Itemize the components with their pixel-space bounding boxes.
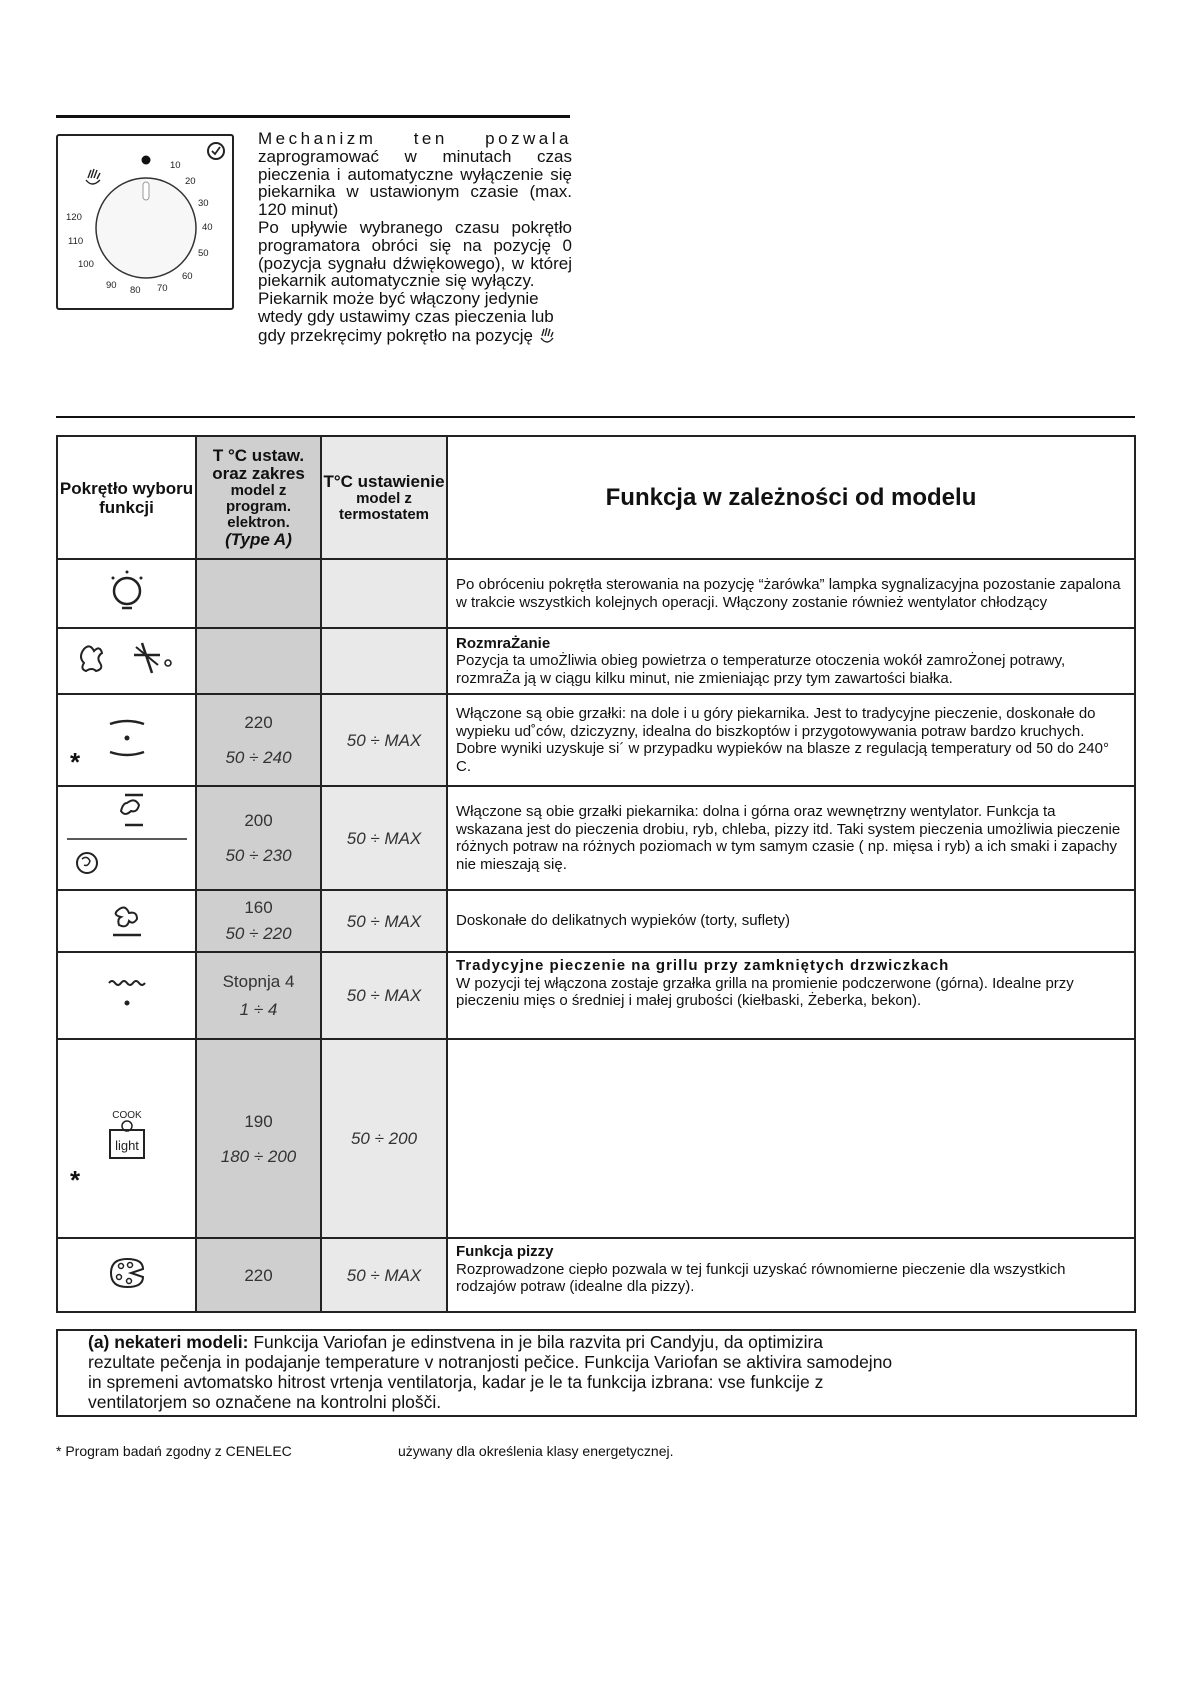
svg-text:120: 120 bbox=[66, 212, 82, 223]
svg-text:50: 50 bbox=[198, 248, 209, 259]
table-row: Stopnja 4 1 ÷ 4 50 ÷ MAX Tradycyjne pieczenie na grillu przy zamkniętych drzwiczkach W pozycji tej włączona zostaje grzałka grilla na promienie podczerwone (górna). Idealne przy pieczeniu mięs o średniej i małej grubości (kiełbaski, Żeberka, bekon). bbox=[57, 952, 1135, 1039]
timer-description bbox=[258, 130, 572, 345]
timer-dial-illustration bbox=[56, 134, 234, 310]
table-row bbox=[57, 628, 1135, 694]
zero-mark bbox=[142, 156, 151, 165]
table-row: * 220 50 ÷ 240 50 ÷ MAX Włączone są obie grzałki: na dole i u góry piekarnika. Jest to tradycyjne pieczenie, doskonałe do wypieku ud˚ców, dziczyzny, idealna do biszkoptów i przygotowywania potraw bardzo kruchych. Dobre wyniki uzyskuje si´ w przypadku wypieków na blasze z regulacją temperatury od 50 do 240° C. bbox=[57, 694, 1135, 786]
header-function: Funkcja w zależności od modelu bbox=[447, 436, 1135, 559]
svg-text:110: 110 bbox=[68, 236, 84, 247]
svg-text:100: 100 bbox=[78, 259, 94, 270]
top-rule bbox=[56, 115, 570, 118]
table-row: 220 50 ÷ MAX Funkcja pizzy Rozprowadzone ciepło pozwala w tej funkcji uzyskać równomierne pieczenie dla wszystkich rodzajów potraw (idealne dla pizzy). bbox=[57, 1238, 1135, 1312]
table-row: 160 50 ÷ 220 50 ÷ MAX Doskonałe do delikatnych wypieków (torty, suflety) bbox=[57, 890, 1135, 952]
top-bottom-heat-icon: * bbox=[57, 694, 196, 786]
table-row: 200 50 ÷ 230 50 ÷ MAX Włączone są obie grzałki piekarnika: dolna i górna oraz wewnętrzny wentylator. Funkcja ta wskazana jest do pieczenia drobiu, ryb, chleba, pizzy itd. Taki system pieczenia umożliwia pieczenie różnych potraw na różnych poziomach w tym samym czasie ( np. mięsa i ryb) a ich smaki i zapachy nie mieszają się. bbox=[57, 786, 1135, 890]
header-temp-thermostat: T°C ustawienie model z termostatem bbox=[321, 436, 447, 559]
header-knob: Pokrętło wyboru funkcji bbox=[57, 436, 196, 559]
svg-text:COOK: COOK bbox=[111, 1110, 142, 1121]
timer-paragraph-2: Po upływie wybranego czasu pokrętło programatora obróci się na pozycję 0 (pozycja sygnału dźwiękowego), w której piekarnik automatycznie się wyłączy. bbox=[258, 217, 572, 291]
header-temp-program: T °C ustaw. oraz zakres model z program. elektron. (Type A) bbox=[196, 436, 321, 559]
function-description: Tradycyjne pieczenie na grillu przy zamkniętych drzwiczkach W pozycji tej włączona zostaje grzałka grilla na promienie podczerwone (górna). Idealne przy pieczeniu mięs o średniej i małej grubości (kiełbaski, Żeberka, bekon). bbox=[447, 952, 1135, 1039]
function-description: Funkcja pizzy Rozprowadzone ciepło pozwala w tej funkcji uzyskać równomierne pieczenie dla wszystkich rodzajów potraw (idealne dla pizzy). bbox=[447, 1238, 1135, 1312]
section-rule bbox=[56, 416, 1135, 418]
fan-heat-icon bbox=[57, 890, 196, 952]
hand-icon bbox=[86, 169, 100, 184]
svg-text:70: 70 bbox=[157, 283, 168, 294]
svg-text:30: 30 bbox=[198, 198, 209, 209]
fan-top-bottom-icon bbox=[57, 786, 196, 890]
function-description: Po obróceniu pokrętła sterowania na pozycję “żarówka” lampka sygnalizacyjna pozostanie zapalona w trakcie wszystkich kolejnych operacji. Włączony zostanie również wentylator chłodzący bbox=[447, 559, 1135, 628]
svg-text:80: 80 bbox=[130, 285, 141, 296]
footer-note-right: używany dla określenia klasy energetycznej. bbox=[398, 1443, 674, 1459]
svg-text:20: 20 bbox=[185, 176, 196, 187]
function-description bbox=[447, 1039, 1135, 1238]
footer-note-left: * Program badań zgodny z CENELEC bbox=[56, 1443, 292, 1459]
lamp-icon bbox=[57, 559, 196, 628]
svg-text:40: 40 bbox=[202, 222, 213, 233]
oven-functions-table bbox=[56, 435, 1136, 1313]
function-description: Doskonałe do delikatnych wypieków (torty, suflety) bbox=[447, 890, 1135, 952]
svg-text:60: 60 bbox=[182, 271, 193, 282]
svg-text:90: 90 bbox=[106, 280, 117, 291]
function-description: Włączone są obie grzałki: na dole i u góry piekarnika. Jest to tradycyjne pieczenie, doskonałe do wypieku ud˚ców, dziczyzny, idealna do biszkoptów i przygotowywania potraw bardzo kruchych. Dobre wyniki uzyskuje si´ w przypadku wypieków na blasze z regulacją temperatury od 50 do 240° C. bbox=[447, 694, 1135, 786]
table-row: COOK light * 190 180 ÷ 200 50 ÷ 200 bbox=[57, 1039, 1135, 1238]
grill-icon bbox=[57, 952, 196, 1039]
table-header-row bbox=[57, 436, 1135, 559]
pizza-icon bbox=[57, 1238, 196, 1312]
defrost-icon bbox=[57, 628, 196, 694]
svg-text:light: light bbox=[114, 1138, 139, 1153]
table-row bbox=[57, 559, 1135, 628]
hand-icon bbox=[538, 326, 556, 344]
timer-paragraph-1b: zaprogramować w minutach czas pieczenia i automatyczne wyłączenie się piekarnika w ustawionym czasie (max. 120 minut) bbox=[258, 146, 572, 220]
svg-text:10: 10 bbox=[170, 160, 181, 171]
function-description: RozmraŻanie Pozycja ta umoŻliwia obieg powietrza o temperaturze otoczenia wokół zamroŻonej potrawy, rozmraŻa ją w ciągu kilku minut, nie zmieniając przy tym zawartości białka. bbox=[447, 628, 1135, 694]
variofan-note: (a) nekateri modeli: Funkcija Variofan je edinstvena in je bila razvita pri Candyju, da optimizira rezultate pečenja in podajanje temperature v notranjosti pečice. Funkcija Variofan se aktivira samodejno in spremeni avtomatsko hitrost vrtenja ventilatorja, kadar je le ta funkcija izbrana: vse funkcije z ventilatorjem so označene na kontrolni plošči. bbox=[88, 1332, 893, 1412]
function-description: Włączone są obie grzałki piekarnika: dolna i górna oraz wewnętrzny wentylator. Funkcja ta wskazana jest do pieczenia drobiu, ryb, chleba, pizzy itd. Taki system pieczenia umożliwia pieczenie różnych potraw na różnych poziomach w tym samym czasie ( np. mięsa i ryb) a ich smaki i zapachy nie mieszają się. bbox=[447, 786, 1135, 890]
cook-light-icon: COOK light * bbox=[57, 1039, 196, 1238]
timer-paragraph-3: Piekarnik może być włączony jedynie wtedy gdy ustawimy czas pieczenia lub gdy przekręcimy pokrętło na pozycję bbox=[258, 289, 554, 345]
clock-icon bbox=[208, 143, 224, 159]
timer-paragraph-1a: Mechanizm ten pozwala bbox=[258, 129, 572, 148]
